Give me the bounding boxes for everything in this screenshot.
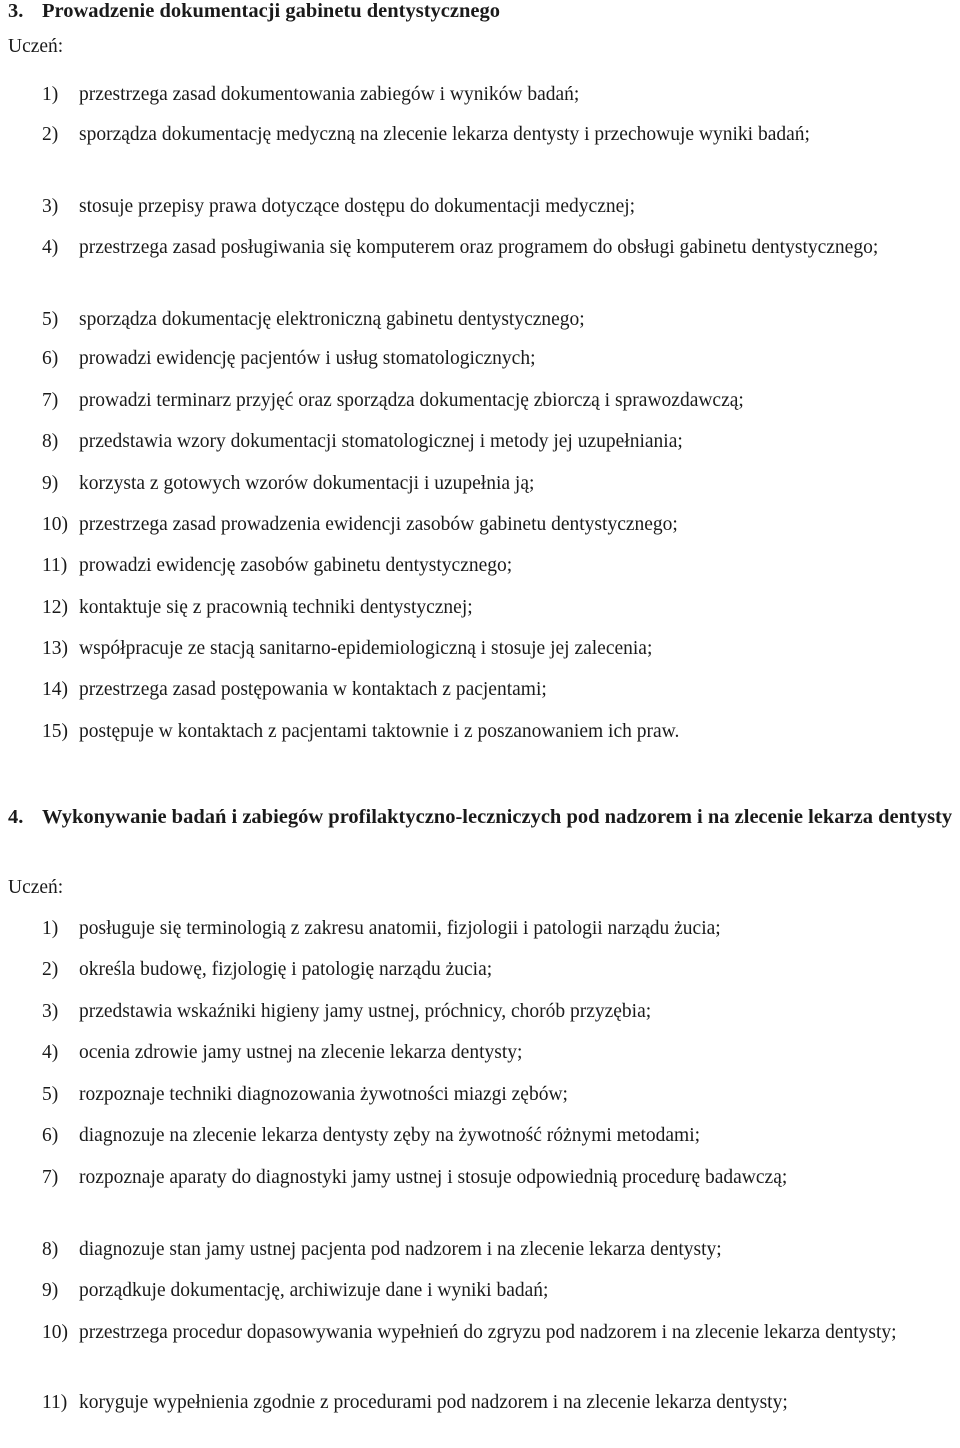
list-item-number: 1) (42, 918, 59, 939)
list-item-number: 7) (42, 390, 59, 411)
list-item-text: przestrzega zasad prowadzenia ewidencji zasobów gabinetu dentystycznego; (79, 514, 678, 535)
list-item-number: 4) (42, 1042, 59, 1063)
list-item (42, 717, 956, 746)
list-item (42, 955, 956, 984)
list-item-text: przestrzega zasad postępowania w kontaktach z pacjentami; (79, 679, 547, 700)
list-item (42, 120, 956, 149)
list-item-number: 3) (42, 1001, 59, 1022)
list-item-text: przestrzega procedur dopasowywania wypełnień do zgryzu pod nadzorem i na zlecenie lekarza dentysty; (79, 1322, 897, 1343)
list-item-number: 2) (42, 959, 59, 980)
list-item-text: przedstawia wzory dokumentacji stomatologicznej i metody jej uzupełniania; (79, 431, 683, 452)
list-item-number: 5) (42, 309, 59, 330)
list-item-number: 3) (42, 196, 59, 217)
list-item-number: 15) (42, 721, 68, 742)
list-item-number: 2) (42, 124, 59, 145)
list-item-number: 11) (42, 1392, 68, 1413)
list-item-text: rozpoznaje techniki diagnozowania żywotności miazgi zębów; (79, 1084, 568, 1105)
list-item-number: 8) (42, 1239, 59, 1260)
list-item (42, 593, 956, 622)
list-item (42, 1235, 956, 1264)
list-item-number: 6) (42, 348, 59, 369)
list-item (42, 1121, 956, 1150)
section-3-number: 3. (8, 0, 24, 22)
list-item (42, 634, 956, 663)
list-item-number: 7) (42, 1167, 59, 1188)
list-item-text: rozpoznaje aparaty do diagnostyki jamy ustnej i stosuje odpowiednią procedurę badawczą; (79, 1167, 788, 1188)
list-item-text: określa budowę, fizjologię i patologię narządu żucia; (79, 959, 493, 980)
list-item (42, 1163, 956, 1192)
list-item-number: 14) (42, 679, 68, 700)
section-3-heading (8, 0, 956, 26)
list-item-number: 13) (42, 638, 68, 659)
list-item-number: 6) (42, 1125, 59, 1146)
list-item-number: 9) (42, 473, 59, 494)
list-item (42, 1388, 956, 1417)
list-item (42, 1276, 956, 1305)
list-item (42, 1038, 956, 1067)
list-item-text: prowadzi ewidencję pacjentów i usług stomatologicznych; (79, 348, 536, 369)
list-item-number: 12) (42, 597, 68, 618)
list-item-number: 9) (42, 1280, 59, 1301)
section-3-lead: Uczeń: (8, 36, 64, 57)
section-3-title: Prowadzenie dokumentacji gabinetu dentystycznego (42, 0, 501, 22)
list-item-number: 8) (42, 431, 59, 452)
list-item-text: koryguje wypełnienia zgodnie z procedurami pod nadzorem i na zlecenie lekarza dentysty; (79, 1392, 788, 1413)
section-4-heading (8, 803, 956, 832)
list-item (42, 997, 956, 1026)
list-item-text: diagnozuje na zlecenie lekarza dentysty zęby na żywotność różnymi metodami; (79, 1125, 701, 1146)
list-item (42, 192, 956, 221)
list-item (42, 80, 956, 109)
list-item-text: przestrzega zasad posługiwania się komputerem oraz programem do obsługi gabinetu dentystycznego; (79, 237, 879, 258)
list-item (42, 469, 956, 498)
list-item (42, 1318, 956, 1347)
section-4-number: 4. (8, 806, 24, 828)
list-item (42, 551, 956, 580)
list-item-text: przestrzega zasad dokumentowania zabiegów i wyników badań; (79, 84, 580, 105)
list-item-text: sporządza dokumentację elektroniczną gabinetu dentystycznego; (79, 309, 585, 330)
list-item-number: 4) (42, 237, 59, 258)
list-item-text: sporządza dokumentację medyczną na zlecenie lekarza dentysty i przechowuje wyniki badań; (79, 124, 810, 145)
list-item (42, 233, 956, 262)
list-item-number: 11) (42, 555, 68, 576)
list-item-text: kontaktuje się z pracownią techniki dentystycznej; (79, 597, 473, 618)
list-item-text: ocenia zdrowie jamy ustnej na zlecenie lekarza dentysty; (79, 1042, 523, 1063)
list-item (42, 305, 956, 334)
list-item-number: 10) (42, 1322, 68, 1343)
list-item-text: porządkuje dokumentację, archiwizuje dane i wyniki badań; (79, 1280, 549, 1301)
list-item-number: 10) (42, 514, 68, 535)
list-item-text: współpracuje ze stacją sanitarno-epidemiologiczną i stosuje jej zalecenia; (79, 638, 653, 659)
list-item (42, 510, 956, 539)
list-item-text: prowadzi ewidencję zasobów gabinetu dentystycznego; (79, 555, 513, 576)
list-item-text: stosuje przepisy prawa dotyczące dostępu do dokumentacji medycznej; (79, 196, 636, 217)
list-item-text: posługuje się terminologią z zakresu anatomii, fizjologii i patologii narządu żucia; (79, 918, 721, 939)
list-item-text: przedstawia wskaźniki higieny jamy ustnej, próchnicy, chorób przyzębia; (79, 1001, 652, 1022)
list-item-number: 1) (42, 84, 59, 105)
list-item-number: 5) (42, 1084, 59, 1105)
list-item (42, 914, 956, 943)
section-4-title: Wykonywanie badań i zabiegów profilaktyczno-leczniczych pod nadzorem i na zlecenie lekarza dentysty (42, 806, 953, 828)
list-item-text: prowadzi terminarz przyjęć oraz sporządza dokumentację zbiorczą i sprawozdawczą; (79, 390, 744, 411)
list-item (42, 427, 956, 456)
list-item-text: diagnozuje stan jamy ustnej pacjenta pod nadzorem i na zlecenie lekarza dentysty; (79, 1239, 722, 1260)
list-item (42, 675, 956, 704)
list-item (42, 386, 956, 415)
list-item-text: korzysta z gotowych wzorów dokumentacji i uzupełnia ją; (79, 473, 535, 494)
section-4-lead: Uczeń: (8, 877, 64, 898)
list-item (42, 1080, 956, 1109)
list-item-text: postępuje w kontaktach z pacjentami taktownie i z poszanowaniem ich praw. (79, 721, 680, 742)
list-item (42, 344, 956, 373)
